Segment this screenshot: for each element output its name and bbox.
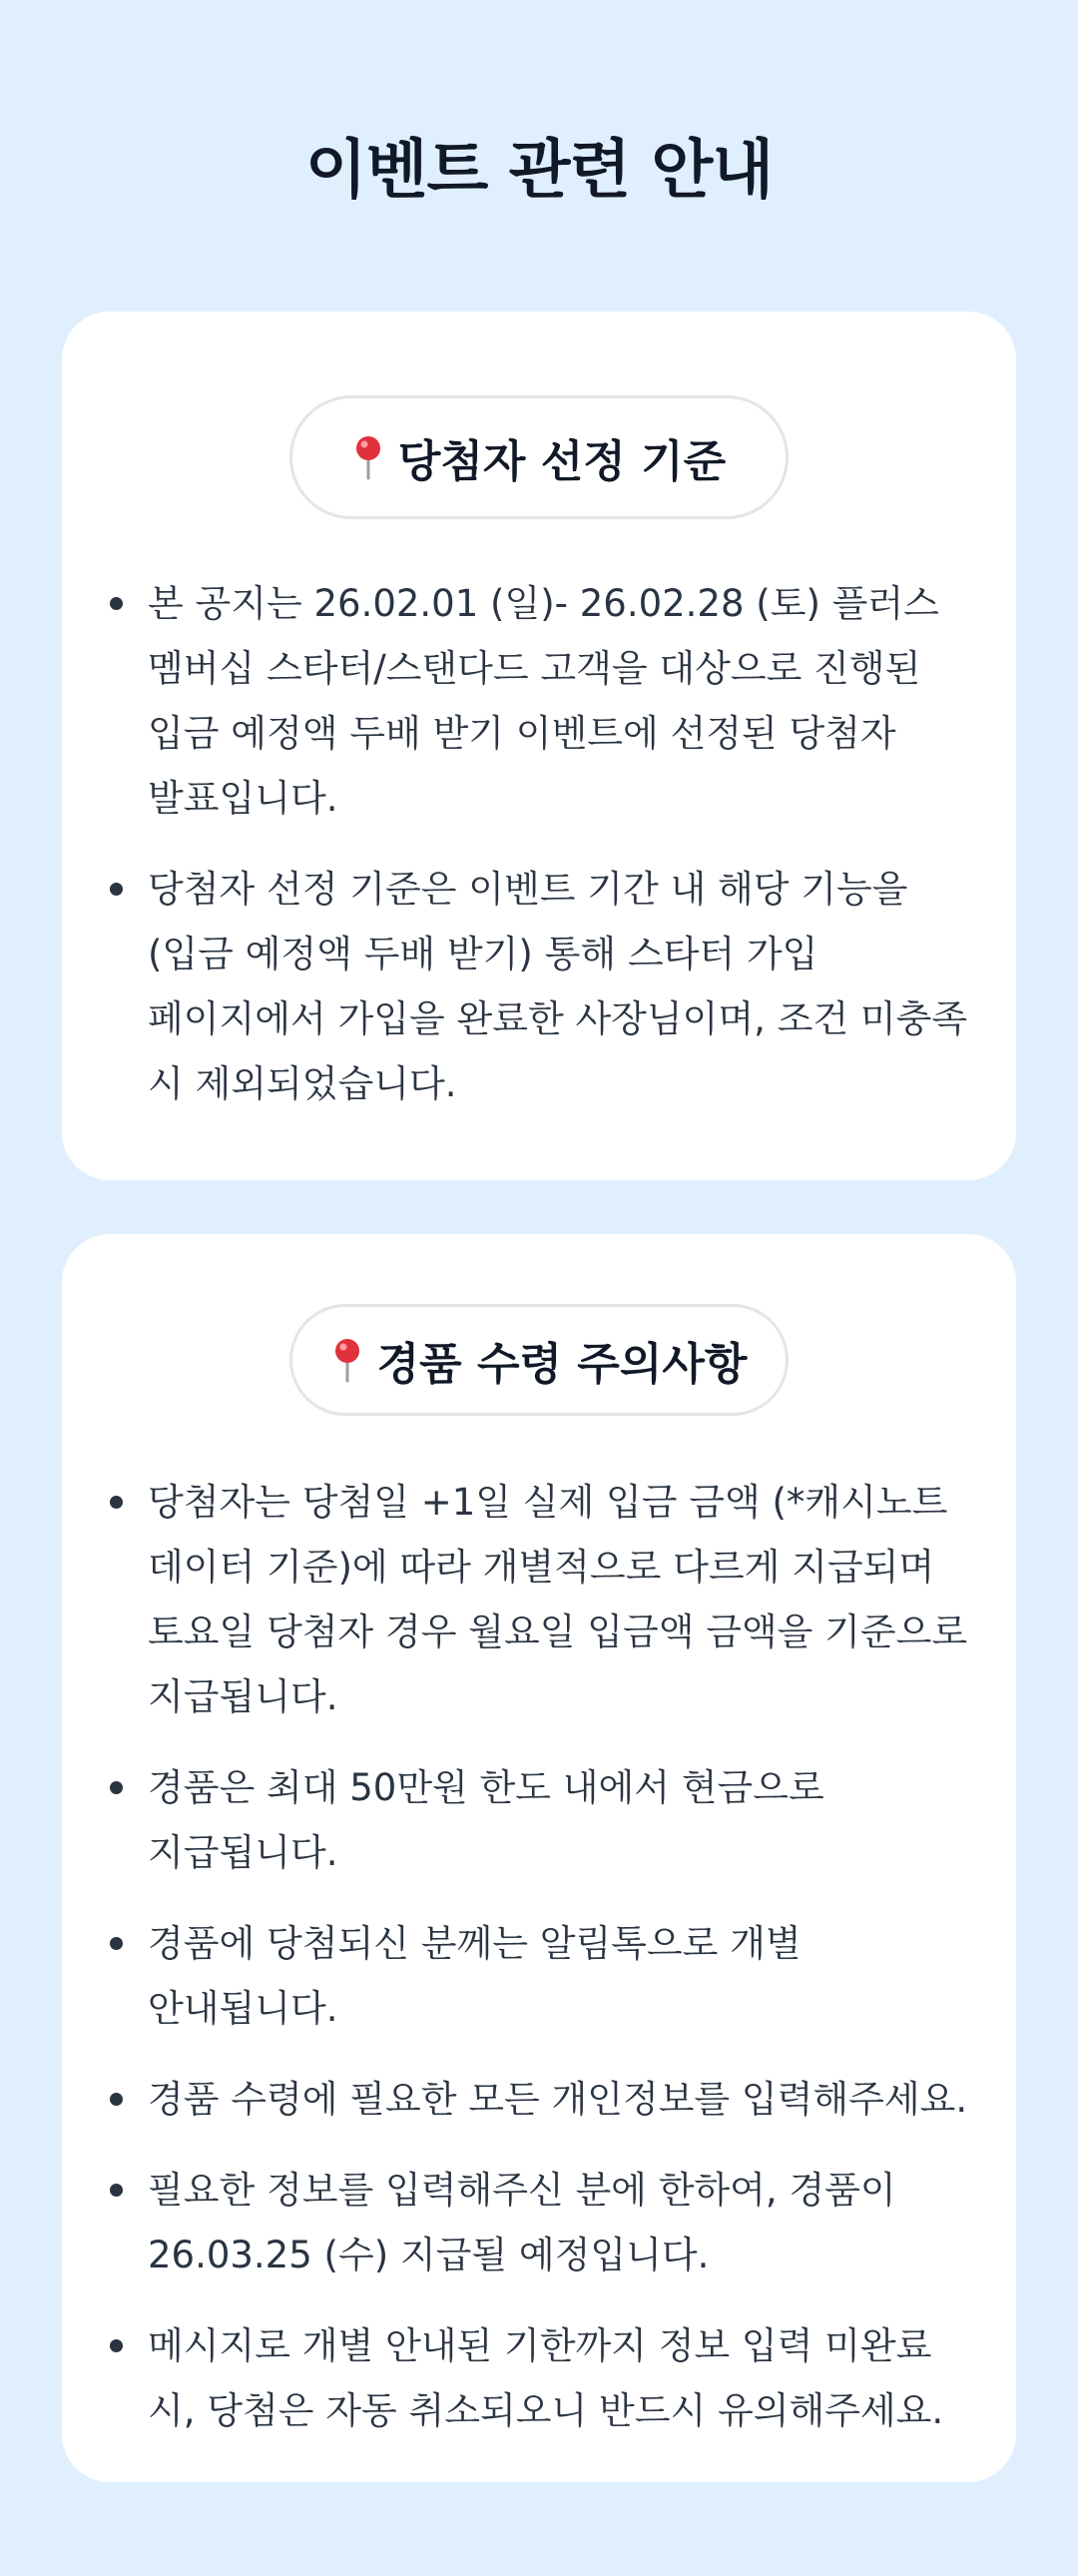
list-item-text: 경품에 당첨되신 분께는 알림톡으로 개별 안내됩니다.: [148, 1922, 802, 2030]
bullet-dot: [110, 2093, 123, 2106]
bullet-dot: [110, 2339, 123, 2352]
bullet-dot: [110, 1781, 123, 1794]
list-item: [148, 857, 972, 1116]
winner-criteria-heading-pill: [289, 395, 789, 519]
bullet-dot: [110, 883, 123, 896]
bullet-dot: [110, 597, 123, 610]
prize-notes-heading-pill: [289, 1304, 789, 1416]
pushpin-icon: [331, 1337, 363, 1383]
winner-criteria-heading: 당첨자 선정 기준: [397, 436, 727, 487]
prize-notes-card: [62, 1234, 1016, 2482]
list-item-text: 본 공지는 26.02.01 (일)- 26.02.28 (토) 플러스 멤버십 스타터/스탠다드 고객을 대상으로 진행된 입금 예정액 두배 받기 이벤트에 선정된 당첨자 발표입니다.: [148, 582, 939, 820]
bullet-dot: [110, 1496, 123, 1509]
list-item: [148, 2158, 972, 2287]
list-item-text: 당첨자 선정 기준은 이벤트 기간 내 해당 기능을(입금 예정액 두배 받기) 통해 스타터 가입 페이지에서 가입을 완료한 사장님이며, 조건 미충족 시 제외되었습니다.: [148, 868, 968, 1105]
page-title: 이벤트 관련 안내: [304, 134, 774, 208]
list-item: [148, 2313, 972, 2443]
prize-notes-heading: 경품 수령 주의사항: [376, 1339, 748, 1390]
winner-criteria-card: [62, 312, 1016, 1180]
list-item-text: 경품은 최대 50만원 한도 내에서 현금으로 지급됩니다.: [148, 1766, 824, 1874]
pushpin-icon: [352, 434, 384, 480]
prize-notes-list: [148, 1470, 972, 2469]
list-item-text: 메시지로 개별 안내된 기한까지 정보 입력 미완료 시, 당첨은 자동 취소되오니 반드시 유의해주세요.: [148, 2324, 944, 2432]
list-item: [148, 1470, 972, 1729]
list-item: [148, 1755, 972, 1885]
list-item-text: 경품 수령에 필요한 모든 개인정보를 입력해주세요.: [148, 2078, 968, 2121]
bullet-dot: [110, 1937, 123, 1950]
list-item: [148, 1911, 972, 2041]
bullet-dot: [110, 2184, 123, 2197]
list-item: [148, 2067, 972, 2132]
list-item-text: 필요한 정보를 입력해주신 분에 한하여, 경품이 26.03.25 (수) 지급될 예정입니다.: [148, 2169, 896, 2276]
list-item: [148, 571, 972, 831]
winner-criteria-list: [148, 571, 972, 1142]
list-item-text: 당첨자는 당첨일 +1일 실제 입금 금액 (*캐시노트 데이터 기준)에 따라 개별적으로 다르게 지급되며 토요일 당첨자 경우 월요일 입금액 금액을 기준으로 지급됩니다.: [148, 1481, 968, 1718]
